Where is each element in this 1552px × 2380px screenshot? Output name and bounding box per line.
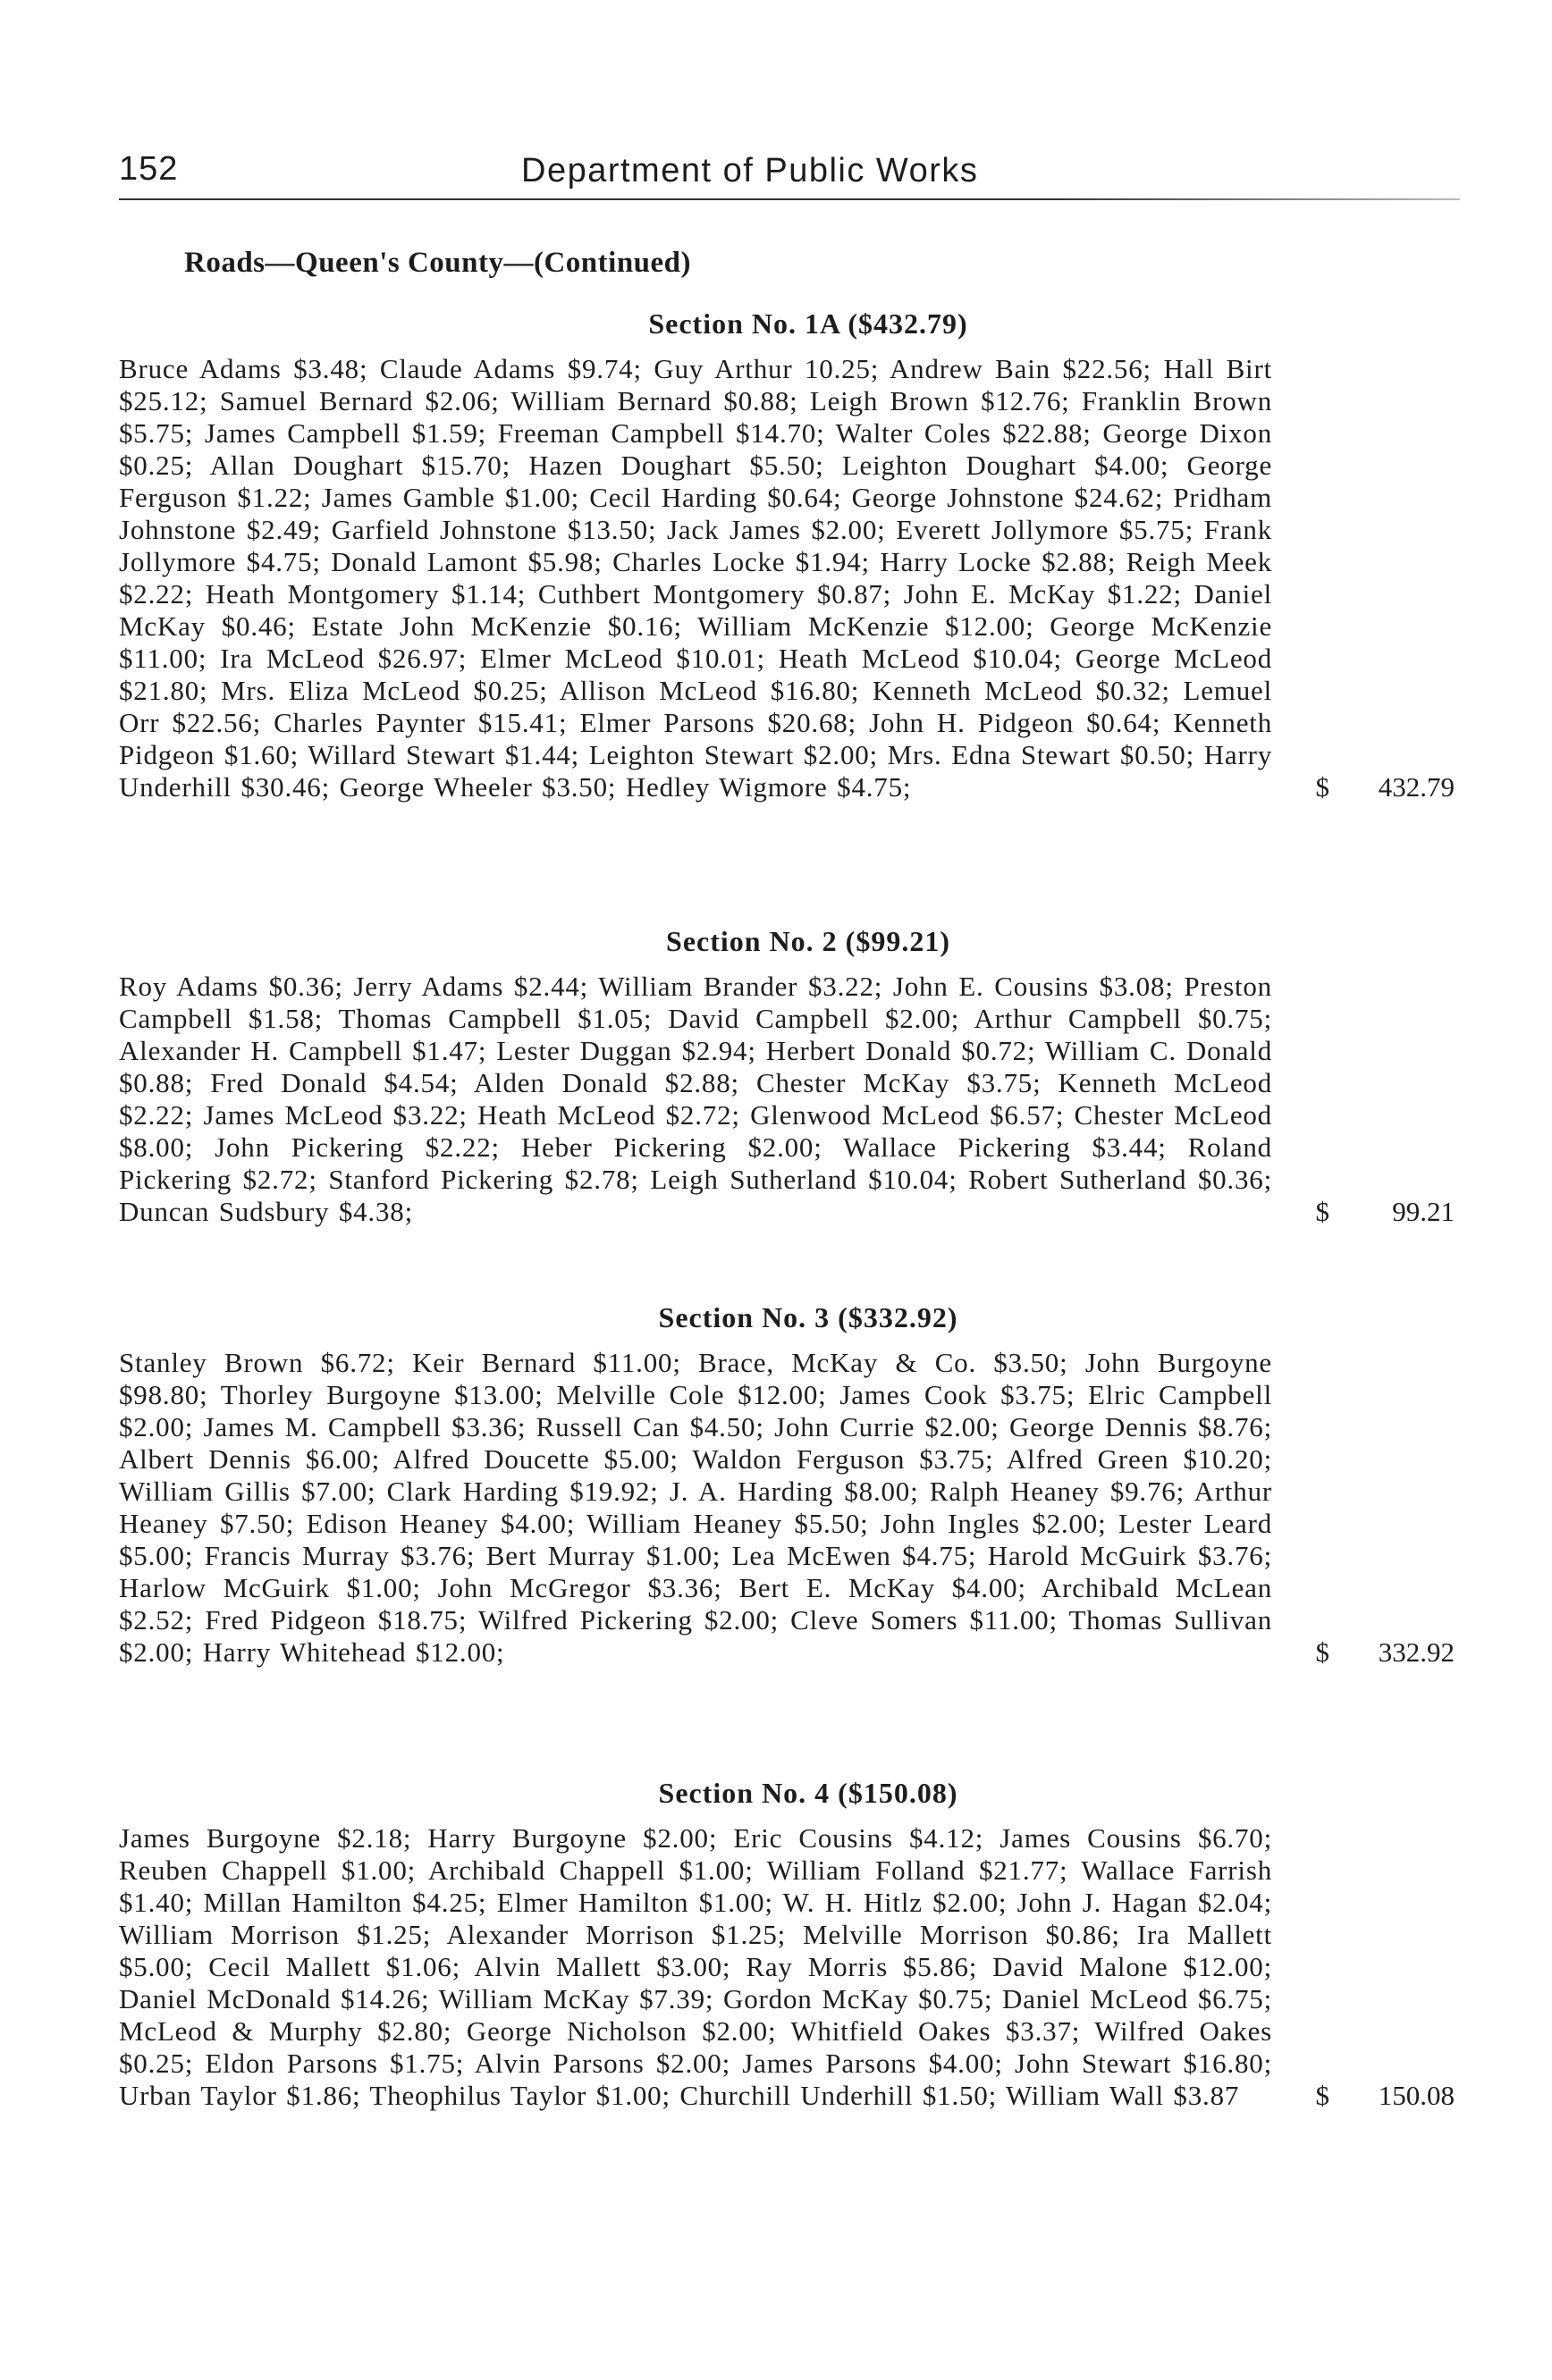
section-title: Section No. 2 ($99.21) — [666, 925, 950, 957]
section-total: 150.08 — [1378, 2080, 1455, 2111]
section-total: 332.92 — [1378, 1636, 1455, 1668]
section-3 — [119, 1301, 1462, 1669]
section-2 — [119, 925, 1462, 1228]
dollar-sign: $ — [1315, 771, 1329, 803]
section-total: 432.79 — [1378, 771, 1455, 803]
dollar-sign: $ — [1315, 2080, 1329, 2111]
page-header — [119, 150, 1460, 204]
section-entries: Bruce Adams $3.48; Claude Adams $9.74; Guy Arthur 10.25; Andrew Bain $22.56; Hall Birt $25.12; Samuel Bernard $2.06; William Bernard $0.88; Leigh Brown $12.76; Franklin Brown $5.75; James Campbell $1.59; Freeman Campbell $14.70; Walter Coles $22.88; George Dixon $0.25; Allan Doughart $15.70; Hazen Doughart $5.50; Leighton Doughart $4.00; George Ferguson $1.22; James Gamble $1.00; Cecil Harding $0.64; George Johnstone $24.62; Pridham Johnstone $2.49; Garfield Johnstone $13.50; Jack James $2.00; Everett Jollymore $5.75; Frank Jollymore $4.75; Donald Lamont $5.98; Charles Locke $1.94; Harry Locke $2.88; Reigh Meek $2.22; Heath Montgomery $1.14; Cuthbert Montgomery $0.87; John E. McKay $1.22; Daniel McKay $0.46; Estate John McKenzie $0.16; William McKenzie $12.00; George McKenzie $11.00; Ira McLeod $26.97; Elmer McLeod $10.01; Heath McLeod $10.04; George McLeod $21.80; Mrs. Eliza McLeod $0.25; Allison McLeod $16.80; Kenneth McLeod $0.32; Lemuel Orr $22.56; Charles Paynter $15.41; Elmer Parsons $20.68; John H. Pidgeon $0.64; Kenneth Pidgeon $1.60; Willard Stewart $1.44; Leighton Stewart $2.00; Mrs. Edna Stewart $0.50; Harry Underhill $30.46; George Wheeler $3.50; Hedley Wigmore $4.75; — [119, 353, 1272, 803]
section-1a — [119, 307, 1462, 803]
section-total: 99.21 — [1392, 1196, 1455, 1227]
section-entries: Roy Adams $0.36; Jerry Adams $2.44; William Brander $3.22; John E. Cousins $3.08; Preston Campbell $1.58; Thomas Campbell $1.05; David Campbell $2.00; Arthur Campbell $0.75; Alexander H. Campbell $1.47; Lester Duggan $2.94; Herbert Donald $0.72; William C. Donald $0.88; Fred Donald $4.54; Alden Donald $2.88; Chester McKay $3.75; Kenneth McLeod $2.22; James McLeod $3.22; Heath McLeod $2.72; Glenwood McLeod $6.57; Chester McLeod $8.00; John Pickering $2.22; Heber Pickering $2.00; Wallace Pickering $3.44; Roland Pickering $2.72; Stanford Pickering $2.78; Leigh Sutherland $10.04; Robert Sutherland $0.36; Duncan Sudsbury $4.38; — [119, 971, 1272, 1227]
dollar-sign: $ — [1315, 1636, 1329, 1668]
section-body — [119, 1822, 1462, 2112]
dollar-sign: $ — [1315, 1196, 1329, 1227]
section-title: Section No. 1A ($432.79) — [648, 307, 968, 340]
running-head: Department of Public Works — [521, 152, 979, 189]
section-body — [119, 1347, 1462, 1669]
section-title: Section No. 4 ($150.08) — [658, 1777, 958, 1809]
section-4 — [119, 1777, 1462, 2112]
section-title: Section No. 3 ($332.92) — [658, 1301, 958, 1333]
section-entries: Stanley Brown $6.72; Keir Bernard $11.00; Brace, McKay & Co. $3.50; John Burgoyne $98.80; Thorley Burgoyne $13.00; Melville Cole $12.00; James Cook $3.75; Elric Campbell $2.00; James M. Campbell $3.36; Russell Can $4.50; John Currie $2.00; George Dennis $8.76; Albert Dennis $6.00; Alfred Doucette $5.00; Waldon Ferguson $3.75; Alfred Green $10.20; William Gillis $7.00; Clark Harding $19.92; J. A. Harding $8.00; Ralph Heaney $9.76; Arthur Heaney $7.50; Edison Heaney $4.00; William Heaney $5.50; John Ingles $2.00; Lester Leard $5.00; Francis Murray $3.76; Bert Murray $1.00; Lea McEwen $4.75; Harold McGuirk $3.76; Harlow McGuirk $1.00; John McGregor $3.36; Bert E. McKay $4.00; Archibald McLean $2.52; Fred Pidgeon $18.75; Wilfred Pickering $2.00; Cleve Somers $11.00; Thomas Sullivan $2.00; Harry Whitehead $12.00; — [119, 1347, 1272, 1668]
section-entries: James Burgoyne $2.18; Harry Burgoyne $2.00; Eric Cousins $4.12; James Cousins $6.70; Reuben Chappell $1.00; Archibald Chappell $1.00; William Folland $21.77; Wallace Farrish $1.40; Millan Hamilton $4.25; Elmer Hamilton $1.00; W. H. Hitlz $2.00; John J. Hagan $2.04; William Morrison $1.25; Alexander Morrison $1.25; Melville Morrison $0.86; Ira Mallett $5.00; Cecil Mallett $1.06; Alvin Mallett $3.00; Ray Morris $5.86; David Malone $12.00; Daniel McDonald $14.26; William McKay $7.39; Gordon McKay $0.75; Daniel McLeod $6.75; McLeod & Murphy $2.80; George Nicholson $2.00; Whitfield Oakes $3.37; Wilfred Oakes $0.25; Eldon Parsons $1.75; Alvin Parsons $2.00; James Parsons $4.00; John Stewart $16.80; Urban Taylor $1.86; Theophilus Taylor $1.00; Churchill Underhill $1.50; William Wall $3.87 — [119, 1822, 1272, 2111]
section-body — [119, 971, 1462, 1228]
section-body — [119, 353, 1462, 803]
page-number: 152 — [119, 150, 179, 188]
page-heading: Roads—Queen's County—(Continued) — [184, 247, 692, 279]
header-rule — [119, 198, 1460, 200]
